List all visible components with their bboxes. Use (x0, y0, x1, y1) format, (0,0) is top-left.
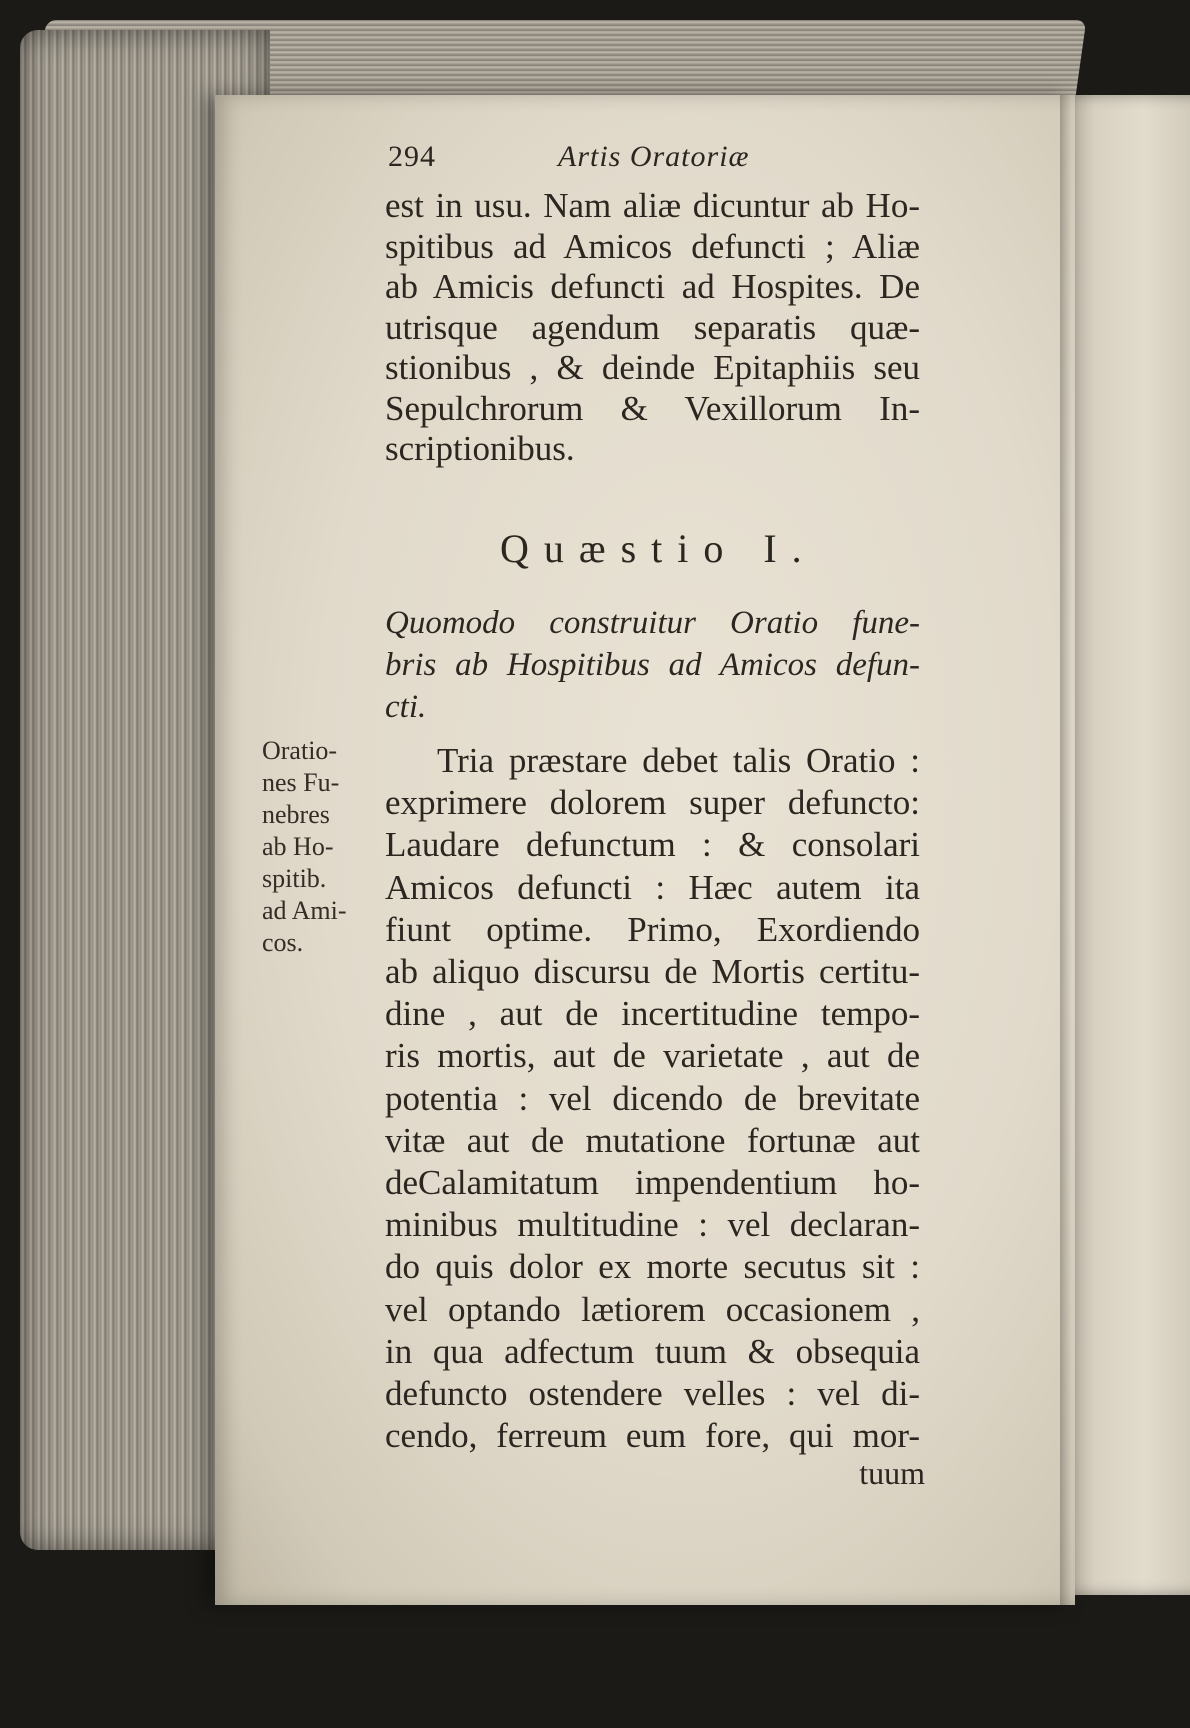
marginal-line: cos. (262, 928, 304, 957)
text-line: in qua adfectum tuum & obsequia (385, 1331, 920, 1371)
body-paragraph (385, 740, 920, 1457)
text-line: vel optando lætiorem occasionem , (385, 1289, 920, 1329)
running-title: Artis Oratoriæ (558, 140, 750, 173)
question-subheading (385, 602, 920, 728)
text-line: est in usu. Nam aliæ dicuntur ab Ho- (385, 186, 920, 225)
marginal-line: ad Ami- (262, 896, 347, 925)
text-line: dine , aut de incertitudine tempo- (385, 994, 920, 1034)
text-line: Sepulchrorum & Vexillorum In- (385, 388, 920, 428)
marginal-line: nes Fu- (262, 768, 340, 797)
text-line: cti. (385, 689, 427, 725)
running-head (388, 140, 908, 180)
facing-page (1060, 95, 1190, 1595)
question-heading: Quæstio I. (500, 526, 817, 571)
text-line: bris ab Hospitibus ad Amicos defun- (385, 647, 920, 683)
text-line: fiunt optime. Primo, Exordiendo (385, 909, 920, 949)
text-line: deCalamitatum impendentium ho- (385, 1163, 920, 1203)
marginal-line: ab Ho- (262, 832, 334, 861)
text-line: cendo, ferreum eum fore, qui mor- (385, 1416, 920, 1456)
text-line: potentia : vel dicendo de brevitate (385, 1078, 920, 1118)
page-number: 294 (388, 140, 436, 173)
marginal-line: spitib. (262, 864, 327, 893)
text-line: Amicos defuncti : Hæc autem ita (385, 867, 920, 907)
text-line: do quis dolor ex morte secutus sit : (385, 1247, 920, 1287)
text-line: Quomodo construitur Oratio fune- (385, 605, 920, 641)
text-line: minibus multitudine : vel declaran- (385, 1205, 920, 1245)
text-line: defuncto ostendere velles : vel di- (385, 1374, 920, 1414)
marginal-note (262, 735, 382, 959)
page-gutter (1060, 95, 1072, 1605)
text-line: ab Amicis defuncti ad Hospites. De (385, 267, 920, 306)
text-line: ris mortis, aut de varietate , aut de (385, 1036, 920, 1076)
text-line: ab aliquo discursu de Mortis certitu- (385, 952, 920, 992)
text-line: stionibus , & deinde Epitaphiis seu (385, 348, 920, 387)
paragraph-1 (385, 186, 920, 470)
marginal-line: Oratio- (262, 736, 338, 765)
text-line: scriptionibus. (385, 429, 575, 468)
catchword: tuum (859, 1455, 925, 1491)
marginal-line: nebres (262, 800, 330, 829)
text-line: Laudare defunctum : & consolari (385, 825, 920, 865)
text-line: vitæ aut de mutatione fortunæ aut (385, 1120, 920, 1160)
text-line: Tria præstare debet talis Oratio : (437, 741, 920, 780)
text-line: utrisque agendum separatis quæ- (385, 307, 920, 347)
text-line: exprimere dolorem super defuncto: (385, 783, 920, 823)
text-line: spitibus ad Amicos defuncti ; Aliæ (385, 226, 920, 266)
